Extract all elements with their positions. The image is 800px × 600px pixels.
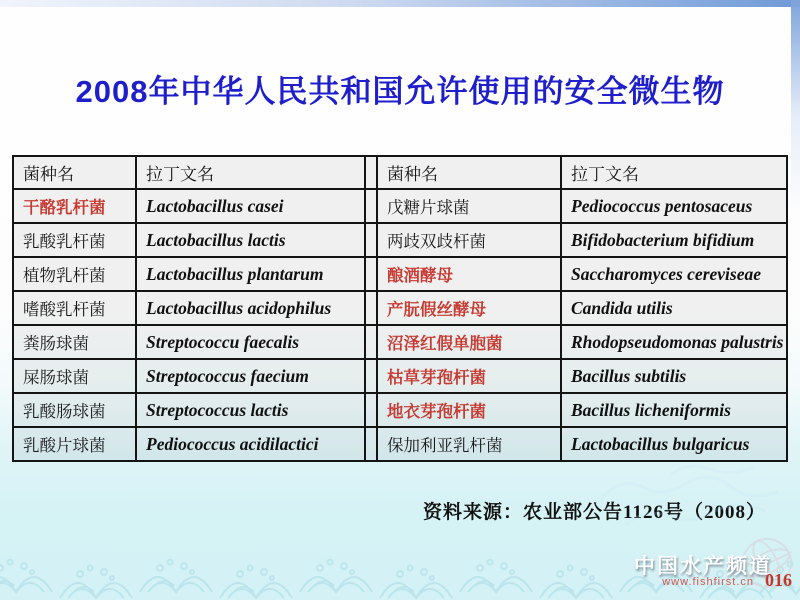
spacer-cell (365, 291, 377, 325)
table-row (13, 393, 787, 427)
latin-name-cell: Bacillus subtilis (561, 359, 787, 393)
spacer-cell (365, 427, 377, 461)
latin-name-cell: Saccharomyces cereviseae (561, 257, 787, 291)
table-row (13, 189, 787, 223)
latin-name-cell: Streptococcus faecium (136, 359, 365, 393)
species-name-cell: 枯草芽孢杆菌 (377, 359, 561, 393)
spacer-cell (365, 156, 377, 189)
top-edge-gradient (0, 0, 800, 7)
spacer-cell (365, 189, 377, 223)
latin-name-cell: Lactobacillus lactis (136, 223, 365, 257)
source-note: 资料来源：农业部公告1126号（2008） (423, 502, 766, 523)
table-row (13, 359, 787, 393)
latin-name-cell: Streptococcus lactis (136, 393, 365, 427)
species-name-cell: 乳酸乳杆菌 (13, 223, 136, 257)
species-name-cell: 屎肠球菌 (13, 359, 136, 393)
species-name-cell: 保加利亚乳杆菌 (377, 427, 561, 461)
watermark-url-text: www.fishfirst.cn (662, 576, 754, 588)
species-name-cell: 乳酸片球菌 (13, 427, 136, 461)
species-name-cell: 干酪乳杆菌 (13, 189, 136, 223)
table-row (13, 325, 787, 359)
spacer-cell (365, 257, 377, 291)
table-row (13, 257, 787, 291)
spacer-cell (365, 393, 377, 427)
watermark-brand-text: 中国水产频道 (634, 555, 772, 578)
spacer-cell (365, 325, 377, 359)
species-name-cell: 沼泽红假单胞菌 (377, 325, 561, 359)
latin-name-cell: Rhodopseudomonas palustris (561, 325, 787, 359)
latin-name-cell: Candida utilis (561, 291, 787, 325)
latin-name-cell: Streptococcu faecalis (136, 325, 365, 359)
table-row (13, 291, 787, 325)
latin-name-cell: Lactobacillus casei (136, 189, 365, 223)
microorganism-table (12, 155, 788, 462)
latin-name-cell: Pediococcus acidilactici (136, 427, 365, 461)
table-row (13, 223, 787, 257)
species-name-cell: 产朊假丝酵母 (377, 291, 561, 325)
species-name-cell: 戊糖片球菌 (377, 189, 561, 223)
page-number: 016 (765, 570, 792, 590)
species-name-cell: 植物乳杆菌 (13, 257, 136, 291)
header-row (13, 156, 787, 189)
spacer-cell (365, 359, 377, 393)
species-name-cell: 酿酒酵母 (377, 257, 561, 291)
column-header-species-right: 菌种名 (377, 156, 561, 189)
latin-name-cell: Lactobacillus acidophilus (136, 291, 365, 325)
latin-name-cell: Bacillus licheniformis (561, 393, 787, 427)
latin-name-cell: Pediococcus pentosaceus (561, 189, 787, 223)
spacer-cell (365, 223, 377, 257)
species-name-cell: 乳酸肠球菌 (13, 393, 136, 427)
column-header-species-left: 菌种名 (13, 156, 136, 189)
latin-name-cell: Lactobacillus bulgaricus (561, 427, 787, 461)
slide-title: 2008年中华人民共和国允许使用的安全微生物 (75, 74, 725, 109)
species-name-cell: 粪肠球菌 (13, 325, 136, 359)
latin-name-cell: Bifidobacterium bifidium (561, 223, 787, 257)
species-name-cell: 两歧双歧杆菌 (377, 223, 561, 257)
latin-name-cell: Lactobacillus plantarum (136, 257, 365, 291)
column-header-latin-left: 拉丁文名 (136, 156, 365, 189)
column-header-latin-right: 拉丁文名 (561, 156, 787, 189)
species-name-cell: 地衣芽孢杆菌 (377, 393, 561, 427)
species-name-cell: 嗜酸乳杆菌 (13, 291, 136, 325)
